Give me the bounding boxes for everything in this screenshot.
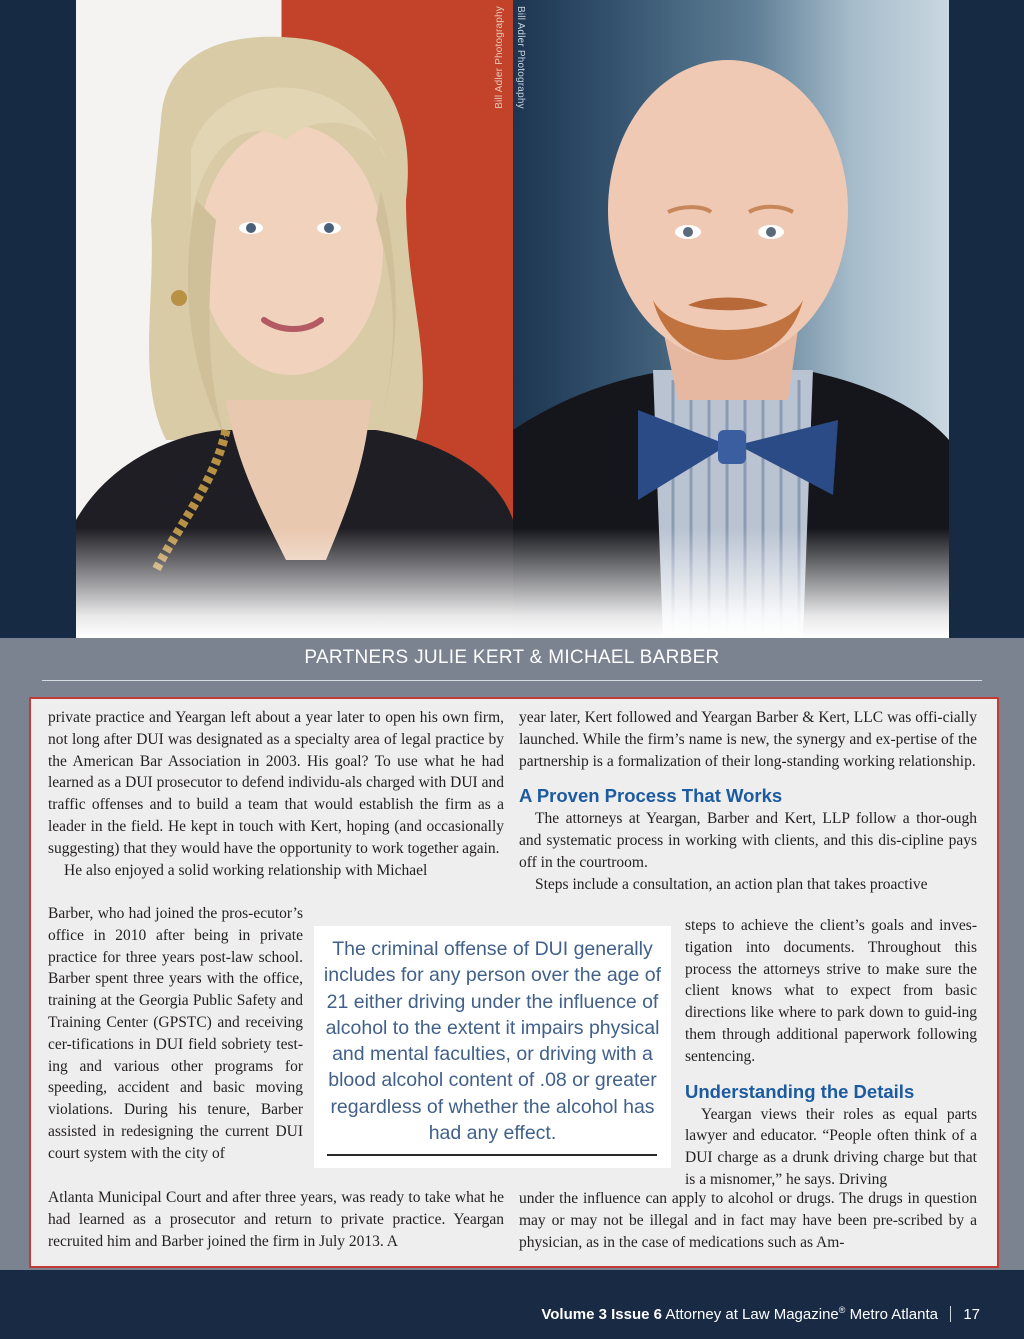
article-right-column-bottom: [519, 1188, 977, 1253]
pull-quote-rule: [327, 1154, 657, 1156]
photo-caption: PARTNERS JULIE KERT & MICHAEL BARBER: [304, 647, 720, 668]
article-paragraph: year later, Kert followed and Yeargan Barber & Kert, LLC was offi-cially launched. While the firm’s name is new, the synergy and ex-pertise of the partnership is a formalization of their long-standing working relationship.: [519, 709, 977, 770]
footer-magazine: Attorney at Law Magazine: [665, 1306, 839, 1323]
article-paragraph: The attorneys at Yeargan, Barber and Kert, LLP follow a thor-ough and systematic process in working with clients, and this dis-cipline pays off in the courtroom.: [519, 810, 977, 871]
pull-quote: [314, 926, 671, 1168]
page-number: 17: [963, 1306, 980, 1323]
registered-mark: ®: [838, 1305, 846, 1315]
article-paragraph: Barber, who had joined the pros-ecutor’s office in 2010 after being in private practice for three years post-law school. Barber spent three years with the office, training at the Georgia Public Safety and Training Center (GPSTC) and receiving cer-tifications in DUI field sobriety test-ing and various other programs for speeding, accident and basic moving violations. During his tenure, Barber assisted in redesigning the current DUI court system with the city of: [48, 905, 303, 1162]
section-heading: A Proven Process That Works: [519, 785, 783, 807]
article-paragraph: Steps include a consultation, an action plan that takes proactive: [535, 875, 928, 893]
article-paragraph: private practice and Yeargan left about a year later to open his own firm, not long after DUI was designated as a specialty area of legal practice by the American Bar Association in 2003. His goal? To use what he had learned as a DUI prosecutor to defend individu-als charged with DUI and traffic offenses and to build a team that would establish the firm as a leader in the field. He kept in touch with Kert, hoping (and occasionally suggesting) that they would have the opportunity to work together again.: [48, 709, 504, 857]
article-right-column-top: [519, 707, 977, 896]
article-paragraph: under the influence can apply to alcohol or drugs. The drugs in question may or may not be illegal and in fact may have been pre-scribed by a physician, as in the case of medications such as Am-: [519, 1190, 977, 1251]
photo-michael-barber: [513, 0, 949, 638]
pull-quote-text: The criminal offense of DUI generally includes for any person over the age of 21 either driving under the influence of alcohol to the extent it impairs physical and mental faculties, or driving with a blood alcohol content of .08 or greater regardless of whether the alcohol has had any effect.: [323, 938, 662, 1145]
photo-credit-left: Bill Adler Photography: [494, 6, 505, 109]
caption-divider: [42, 680, 982, 681]
article-left-column-narrow: [48, 903, 303, 1165]
photo-julie-kert: [76, 0, 513, 638]
article-left-column-top: [48, 707, 504, 881]
article-paragraph: steps to achieve the client’s goals and inves-tigation into documents. Throughout this process the attorneys strive to make sure the client knows what to expect from basic directions like where to park down to guid-ing them through additional paperwork following sentencing.: [685, 917, 977, 1065]
hero-photo-area: [0, 0, 1024, 638]
photo-credit-right: Bill Adler Photography: [515, 6, 526, 109]
article-paragraph: Yeargan views their roles as equal parts lawyer and educator. “People often think of a DUI charge as a drunk driving charge but that is a misnomer,” he says. Driving: [685, 1105, 977, 1188]
footer-separator: [950, 1306, 951, 1322]
footer-text: [541, 1305, 980, 1323]
article-right-column-narrow: [685, 915, 977, 1191]
article-left-column-bottom: [48, 1187, 504, 1252]
section-heading: Understanding the Details: [685, 1080, 915, 1102]
article-paragraph: He also enjoyed a solid working relationship with Michael: [64, 861, 428, 879]
article-paragraph: Atlanta Municipal Court and after three years, was ready to take what he had learned as a prosecutor and return to private practice. Yeargan recruited him and Barber joined the firm in July 2013. A: [48, 1189, 504, 1250]
footer-volume: Volume 3 Issue 6: [541, 1306, 662, 1323]
footer-edition: Metro Atlanta: [849, 1306, 938, 1323]
